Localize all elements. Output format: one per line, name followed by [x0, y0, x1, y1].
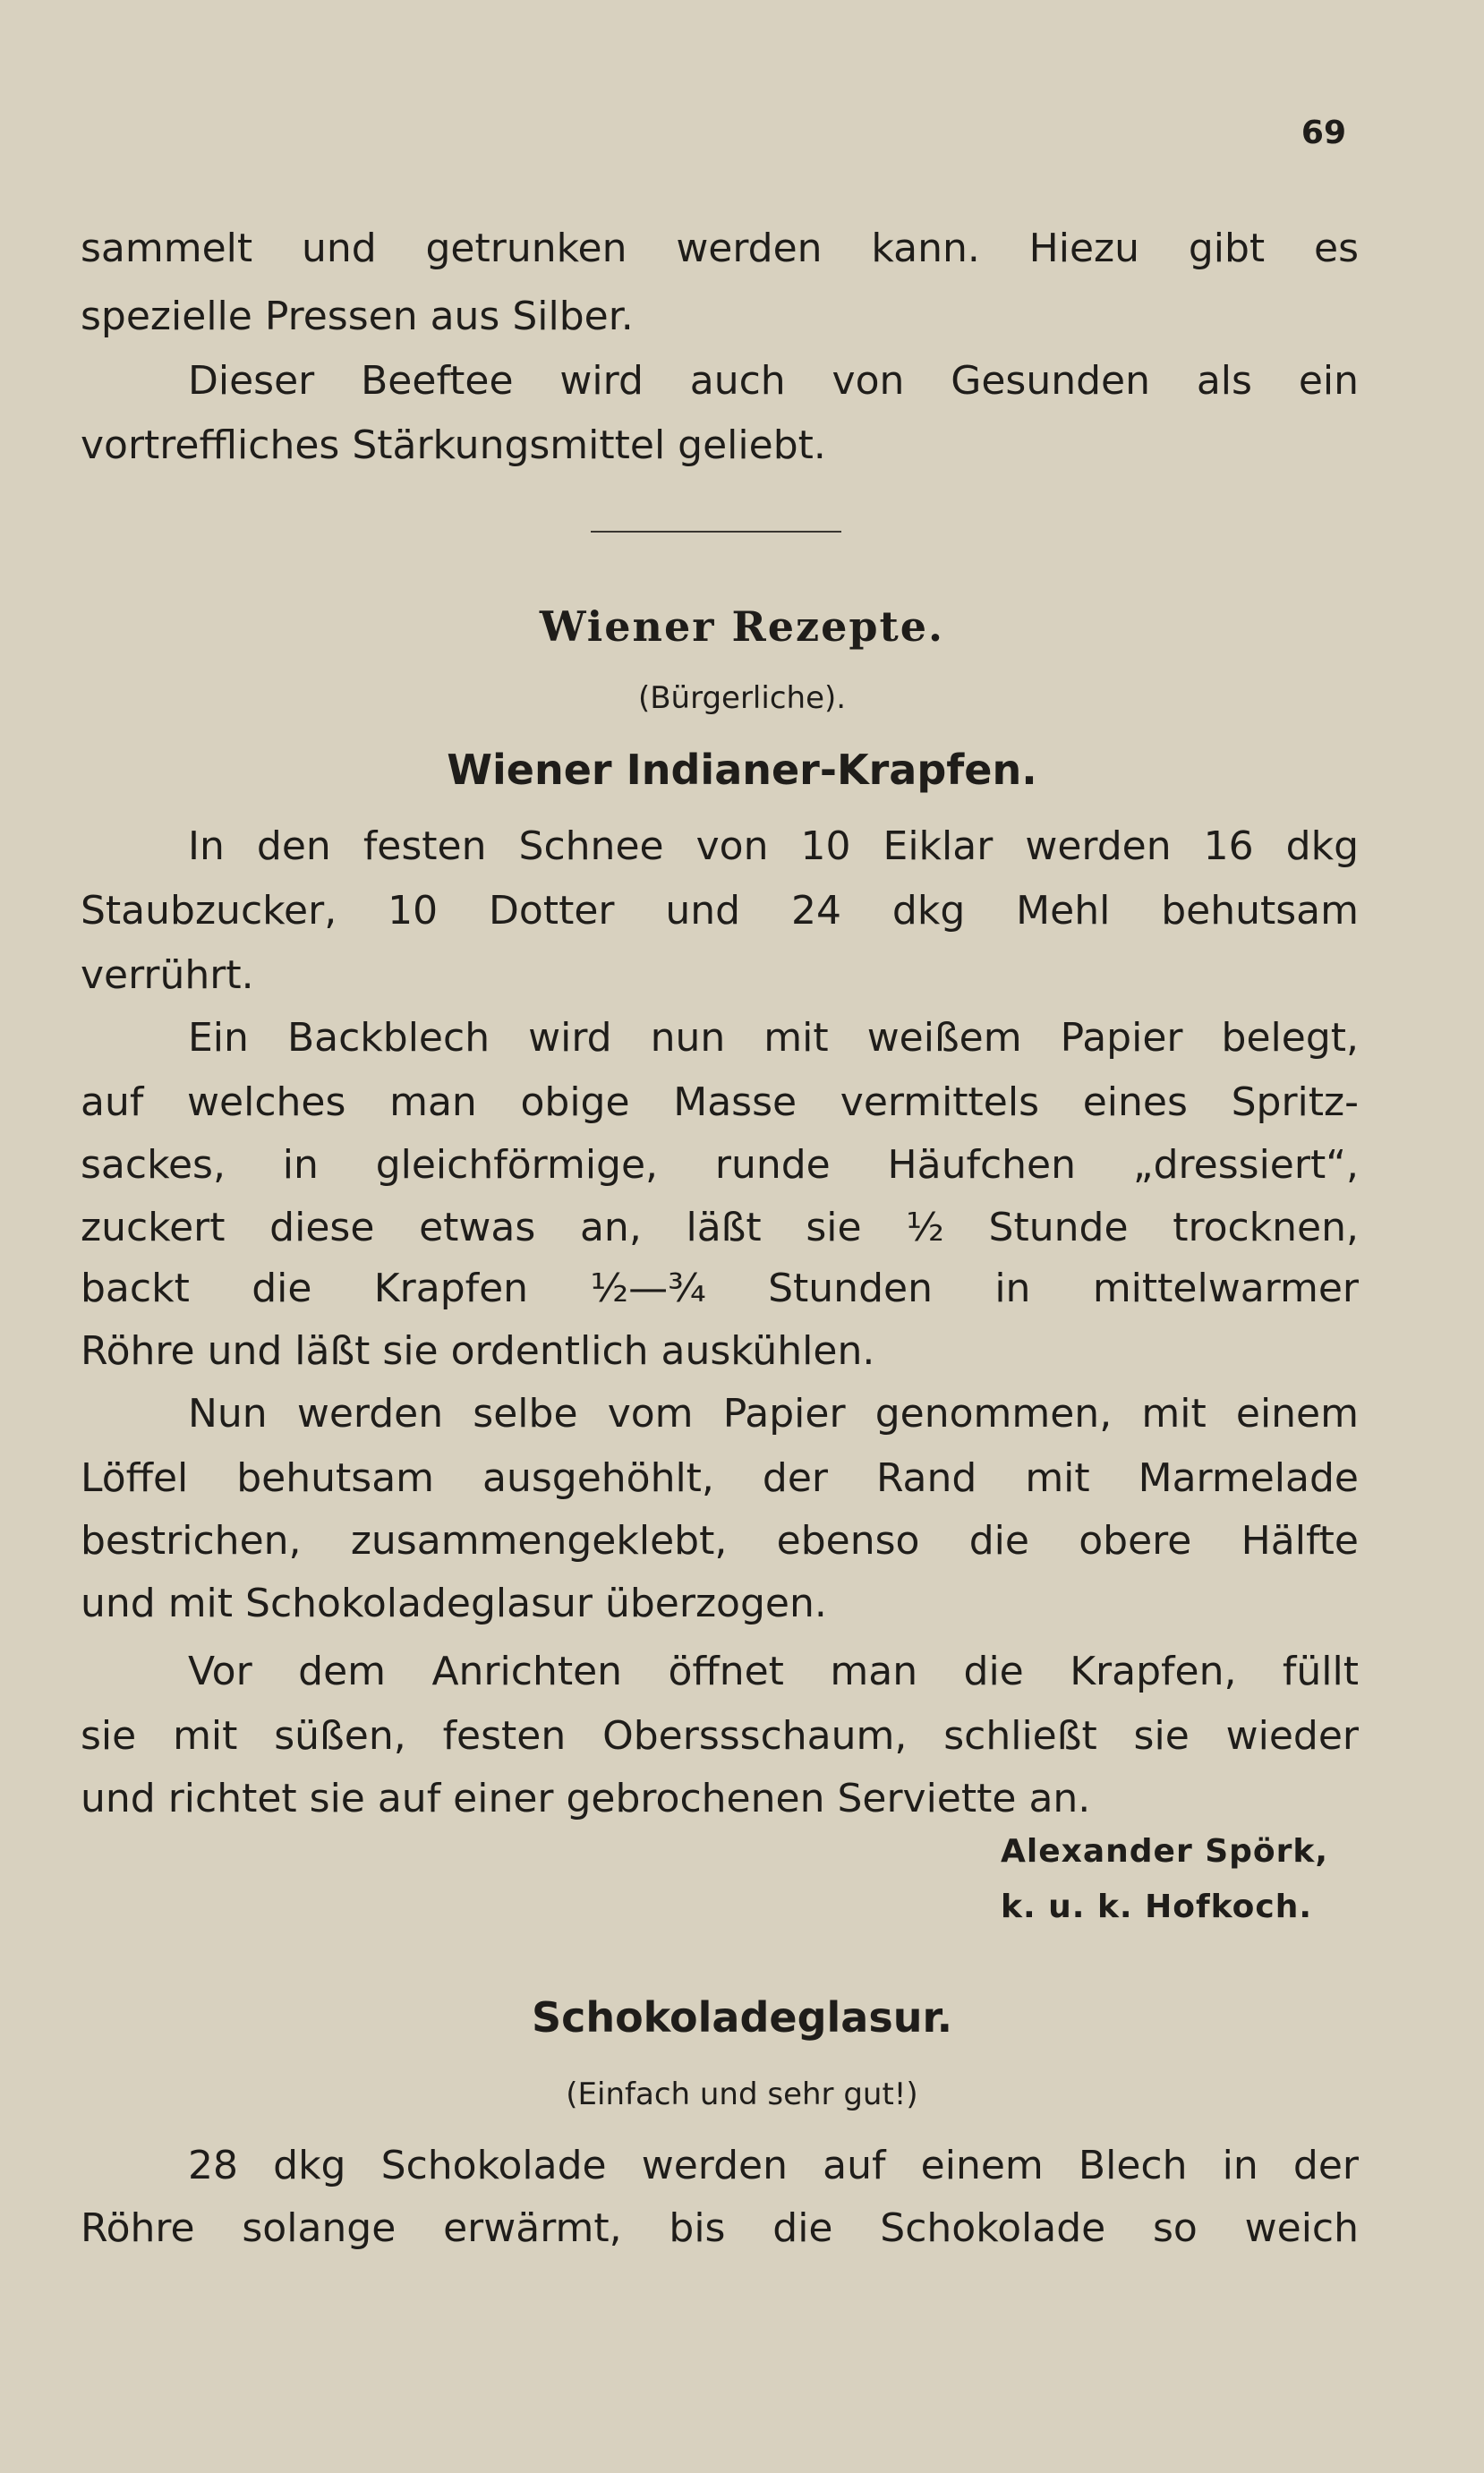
recipe-title: Schokoladeglasur. [531, 1993, 953, 2042]
author-title: k. u. k. Hofkoch. [1001, 1889, 1313, 1925]
text-line: sackes, in gleichförmige, runde Häufchen „dressiert“, [81, 1142, 1359, 1188]
text-line: sammelt und getrunken werden kann. Hiezu gibt es [81, 226, 1359, 271]
text-line: bestrichen, zusammengeklebt, ebenso die obere Hälfte [81, 1518, 1359, 1564]
page-number: 69 [1301, 115, 1346, 151]
text-line: backt die Krapfen ½—¾ Stunden in mittelwarmer [81, 1266, 1359, 1311]
text-line: Dieser Beeftee wird auch von Gesunden als ein [188, 358, 1359, 404]
text-line: Löffel behutsam ausgehöhlt, der Rand mit Marmelade [81, 1455, 1359, 1501]
recipe-subtitle: (Einfach und sehr gut!) [566, 2076, 918, 2112]
text-line: Röhre solange erwärmt, bis die Schokolade so weich [81, 2205, 1359, 2251]
section-divider [591, 531, 841, 533]
text-line: In den festen Schnee von 10 Eiklar werden 16 dkg [188, 823, 1359, 869]
text-line: verrührt. [81, 952, 254, 998]
text-line: vortreffliches Stärkungsmittel geliebt. [81, 422, 826, 468]
section-title: Wiener Rezepte. [539, 602, 945, 651]
text-line: zuckert diese etwas an, läßt sie ½ Stunde trocknen, [81, 1205, 1359, 1250]
text-line: auf welches man obige Masse vermittels eines Spritz- [81, 1079, 1359, 1125]
text-line: Vor dem Anrichten öffnet man die Krapfen, füllt [188, 1649, 1359, 1694]
text-line: sie mit süßen, festen Oberssschaum, schließt sie wieder [81, 1713, 1359, 1759]
author-name: Alexander Spörk, [1001, 1833, 1329, 1870]
text-line: 28 dkg Schokolade werden auf einem Blech in der [188, 2143, 1359, 2188]
recipe-title: Wiener Indianer-Krapfen. [447, 746, 1037, 794]
text-line: Staubzucker, 10 Dotter und 24 dkg Mehl behutsam [81, 888, 1359, 934]
text-line: und richtet sie auf einer gebrochenen Serviette an. [81, 1776, 1091, 1821]
text-line: Ein Backblech wird nun mit weißem Papier belegt, [188, 1015, 1359, 1061]
text-line: Röhre und läßt sie ordentlich auskühlen. [81, 1328, 875, 1374]
section-subtitle: (Bürgerliche). [637, 680, 847, 716]
text-line: und mit Schokoladeglasur überzogen. [81, 1581, 827, 1626]
text-line: spezielle Pressen aus Silber. [81, 294, 634, 339]
text-line: Nun werden selbe vom Papier genommen, mit einem [188, 1391, 1359, 1437]
